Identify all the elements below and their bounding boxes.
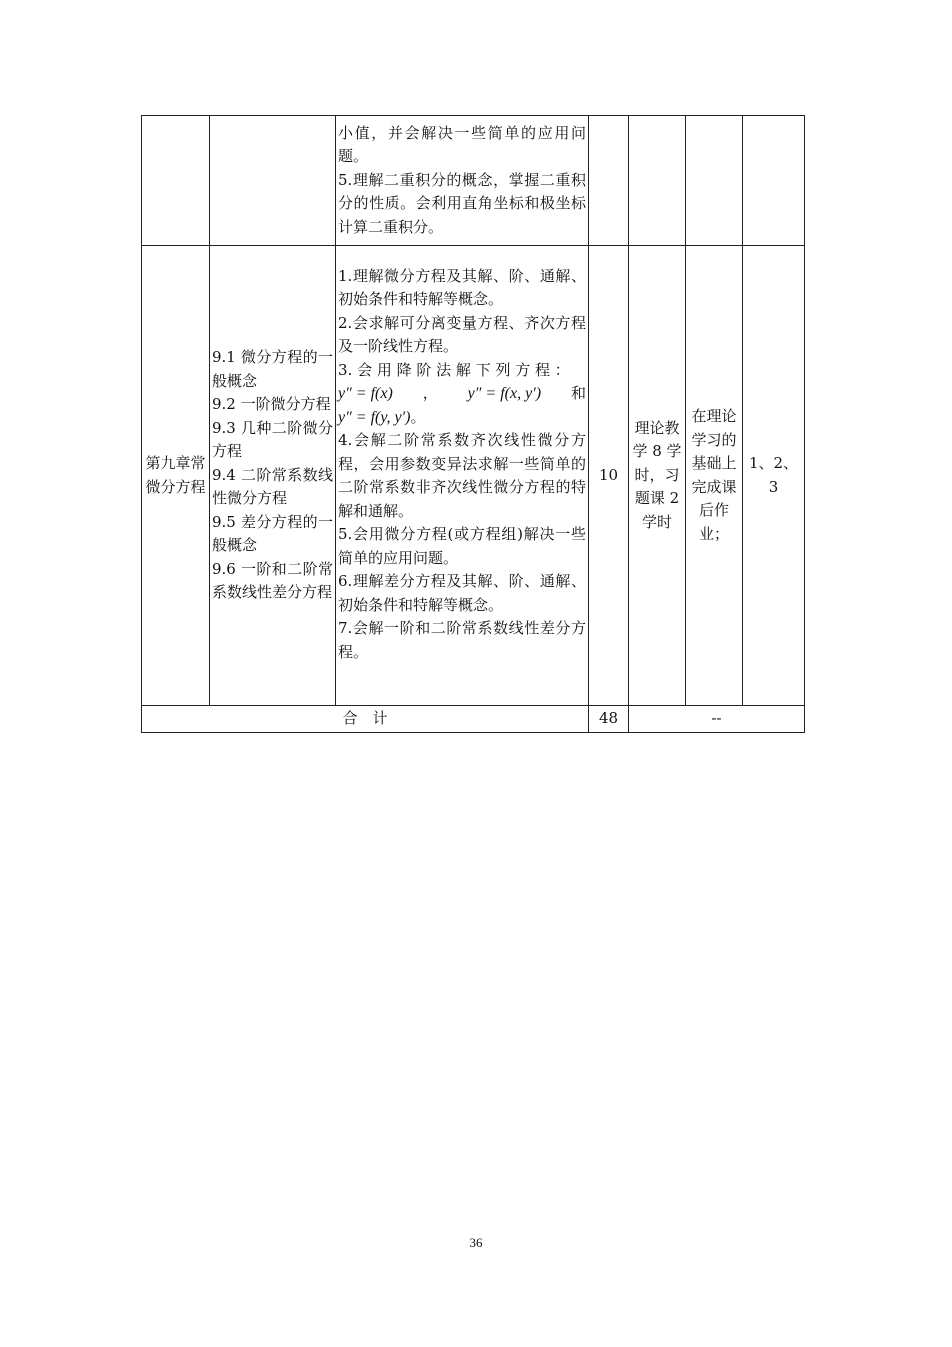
requirement-text: 5.理解二重积分的概念，掌握二重积分的性质。会利用直角坐标和极坐标计算二重积分。 [338,170,586,236]
page-number: 36 [469,1235,483,1250]
requirement-item-1: 1.理解微分方程及其解、阶、通解、初始条件和特解等概念。 [338,266,586,309]
method-text: 理论教学 8 学时，习题课 2 学时 [632,418,682,531]
hours-cell: 10 [589,246,629,706]
section-item: 9.5 差分方程的一般概念 [212,512,333,555]
equation-and: 和 [570,384,586,403]
total-rest: -- [629,706,805,733]
total-label: 合 计 [142,706,589,733]
table-row-total [142,706,805,733]
table-row-chapter9 [142,246,805,706]
total-hours: 48 [589,706,629,733]
equation-separator: ， [422,384,438,403]
requirement-text: 小值，并会解决一些简单的应用问题。 [338,123,586,166]
objective-cell [743,116,805,246]
objective-cell: 1、2、3 [743,246,805,706]
assignment-cell [686,246,743,706]
syllabus-table [141,115,805,733]
chapter-title-text: 第九章常微分方程 [145,454,206,496]
equation-line [338,382,586,406]
requirements-cell [336,116,589,246]
assignment-cell [686,116,743,246]
requirement-item-6: 6.理解差分方程及其解、阶、通解、初始条件和特解等概念。 [338,572,586,614]
section-item: 9.3 几种二阶微分方程 [212,418,333,461]
equation-2: y″ = f(x, y′) [467,385,542,403]
chapter-cell [142,116,210,246]
equation-1: y″ = f(x) [338,385,393,403]
equation-3: y″ = f(y, y′) [338,408,411,426]
requirement-item-7: 7.会解一阶和二阶常系数线性差分方程。 [338,619,586,661]
section-item: 9.1 微分方程的一般概念 [212,348,333,390]
sections-cell [210,116,336,246]
requirement-item-3-intro: 3. 会 用 降 阶 法 解 下 列 方 程 ： [338,360,570,379]
equation-line-2 [338,406,586,430]
section-item: 9.4 二阶常系数线性微分方程 [212,465,333,508]
assignment-text: 在理论学习的基础上完成课后作业； [691,407,737,543]
section-item: 9.6 一阶和二阶常系数线性差分方程 [212,559,333,602]
table-row-continuation [142,116,805,246]
requirements-cell [336,246,589,706]
requirement-item-4: 4.会解二阶常系数齐次线性微分方程，会用参数变异法求解一些简单的二阶常系数非齐次线性微分方程的特解和通解。 [338,431,586,520]
section-item: 9.2 一阶微分方程 [212,395,331,414]
method-cell [629,116,686,246]
hours-cell [589,116,629,246]
method-cell [629,246,686,706]
equation-end: 。 [410,407,426,426]
requirement-item-2: 2.会求解可分离变量方程、齐次方程及一阶线性方程。 [338,313,586,356]
requirement-item-5: 5.会用微分方程(或方程组)解决一些简单的应用问题。 [338,525,586,567]
chapter-title [142,246,210,706]
sections-cell [210,246,336,706]
